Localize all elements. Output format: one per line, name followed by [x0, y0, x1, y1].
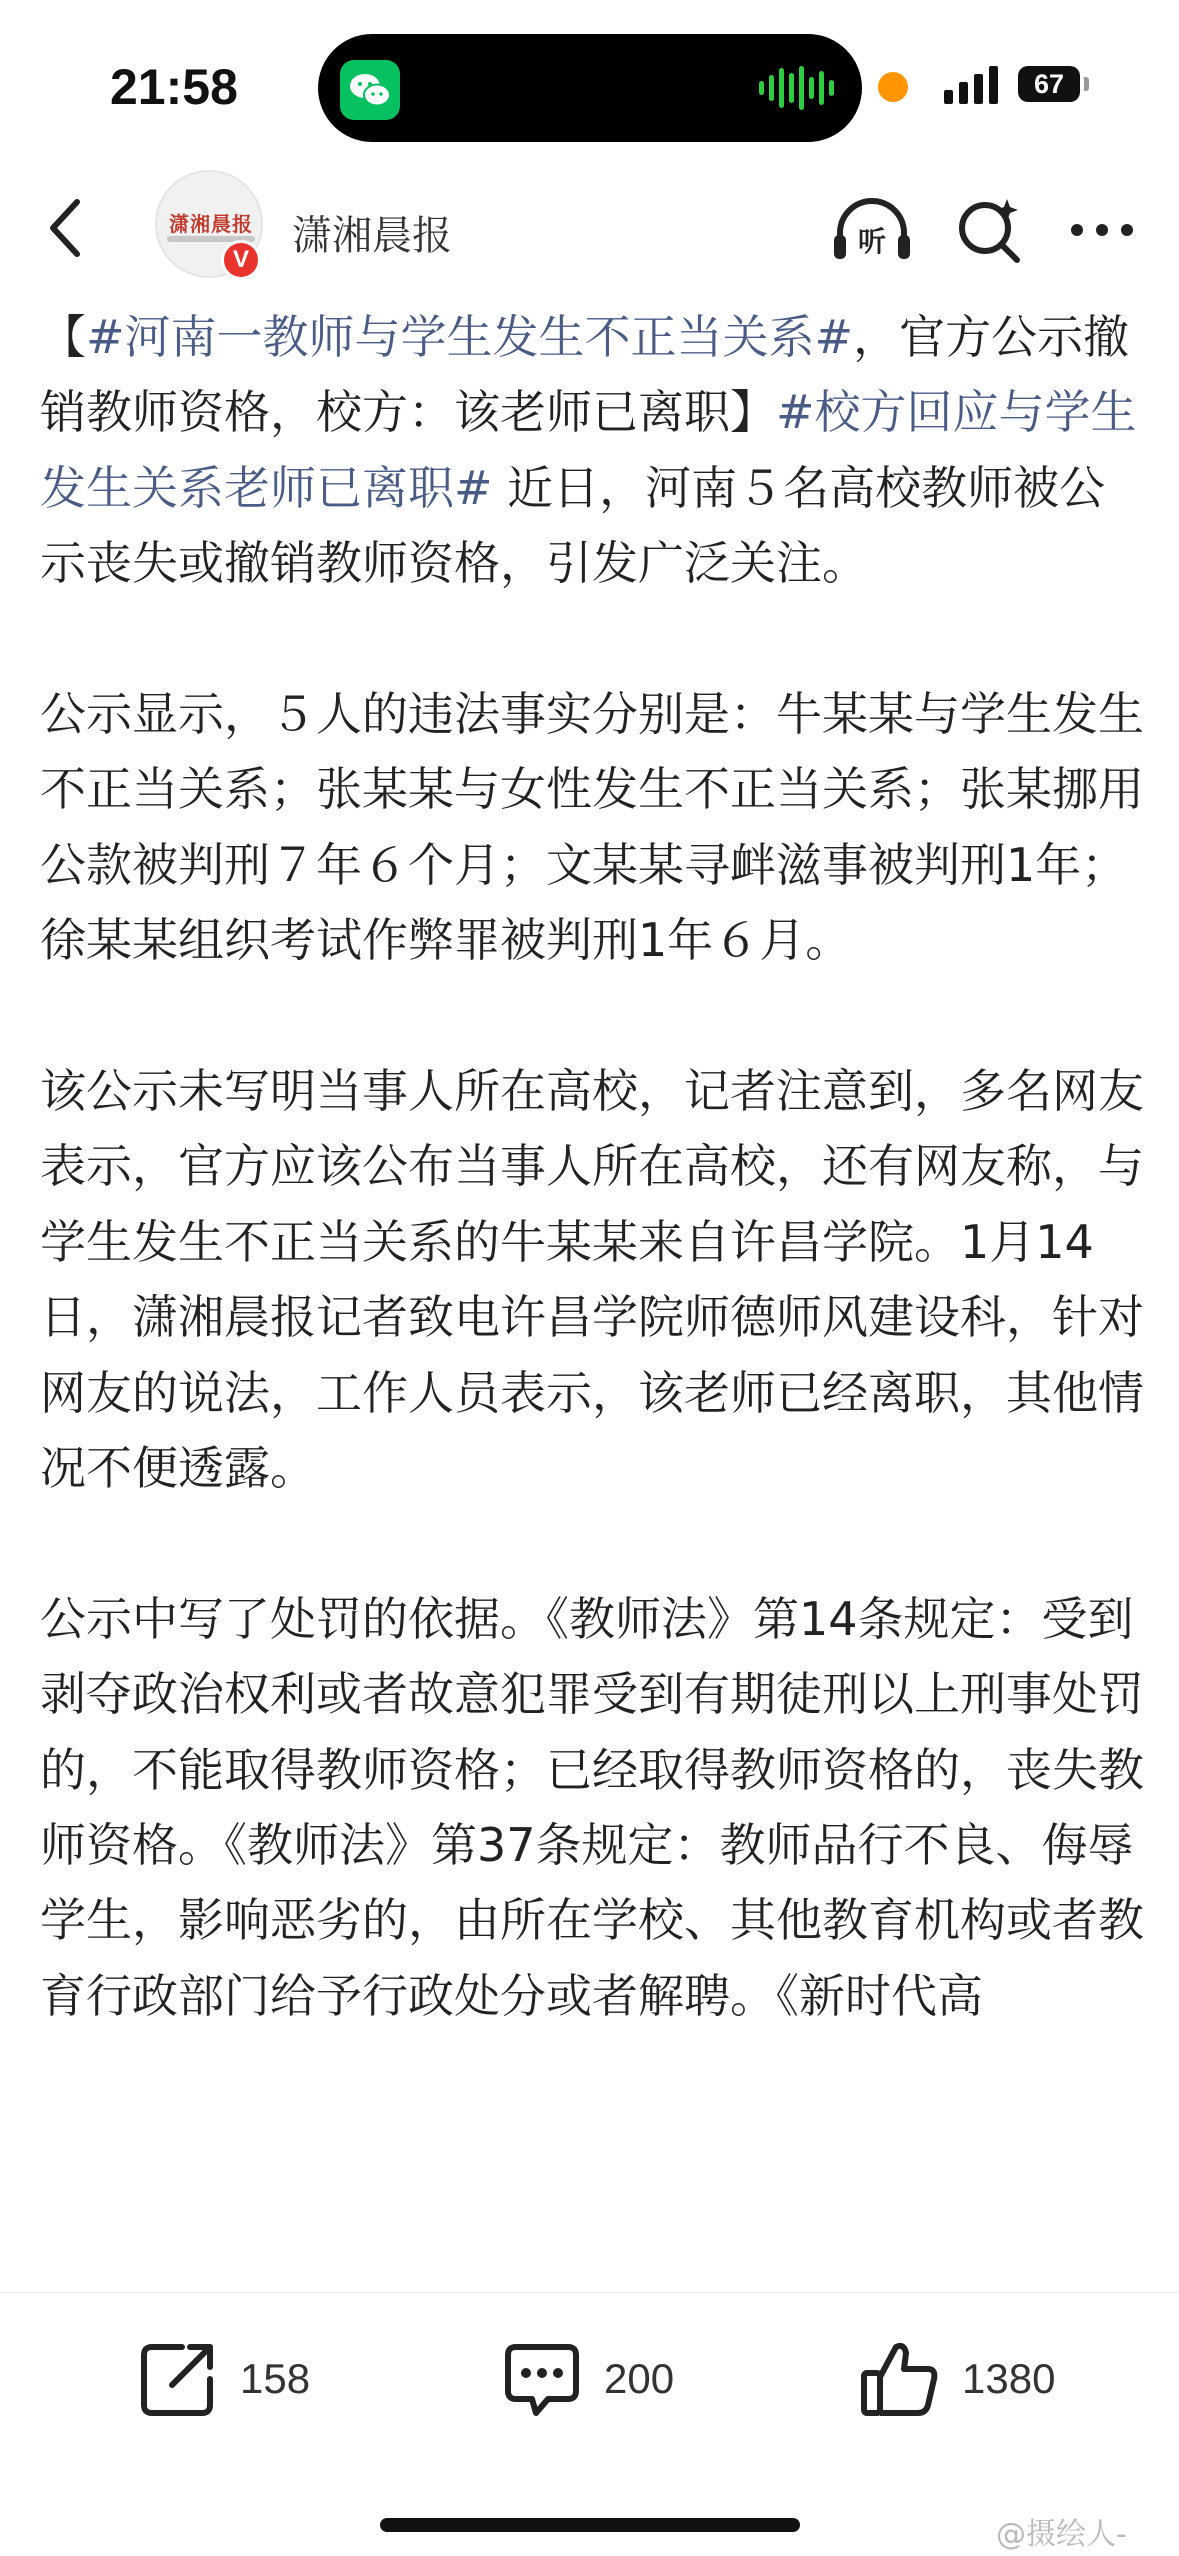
article-paragraph: 公示中写了处罚的依据。《教师法》第14条规定：受到剥夺政治权利或者故意犯罪受到有期徒刑以上刑事处罚的，不能取得教师资格；已经取得教师资格的，丧失教师资格。《教师法》第37条规定：教师品行不良、侮辱学生，影响恶劣的，由所在学校、其他教育机构或者教育行政部门给予行政处分或者解聘。《新时代高 — [40, 1591, 1144, 2023]
search-icon — [955, 195, 1025, 265]
comment-count: 200 — [604, 2355, 675, 2402]
listen-button[interactable] — [832, 192, 912, 268]
article-paragraph: 公示显示，５人的违法事实分别是：牛某某与学生发生不正当关系；张某某与女性发生不正当关系；张某挪用公款被判刑７年６个月；文某某寻衅滋事被判刑1年；徐某某组织考试作弊罪被判刑1年６月。 — [40, 687, 1144, 968]
like-count: 1380 — [962, 2355, 1056, 2402]
svg-text:听: 听 — [857, 225, 887, 258]
article-body — [40, 300, 1150, 2290]
search-button[interactable] — [950, 192, 1030, 268]
home-indicator[interactable] — [380, 2518, 800, 2532]
article-paragraph — [40, 300, 1150, 602]
article-paragraph: 该公示未写明当事人所在高校，记者注意到，多名网友表示，官方应该公布当事人所在高校，还有网友称，与学生发生不正当关系的牛某某来自许昌学院。1月14日，潇湘晨报记者致电许昌学院师德师风建设科，针对网友的说法，工作人员表示，该老师已经离职，其他情况不便透露。 — [40, 1064, 1144, 1496]
back-chevron-icon — [45, 198, 85, 258]
verified-badge-icon: V — [221, 240, 261, 280]
comment-button[interactable] — [502, 2331, 674, 2427]
more-icon — [1067, 220, 1137, 240]
wechat-icon — [340, 60, 400, 120]
account-name[interactable]: 潇湘晨报 — [292, 213, 452, 259]
hashtag-link[interactable]: #校方回应与学生发生关系老师已离职# — [40, 385, 1137, 515]
status-time: 21:58 — [110, 59, 238, 115]
battery-level: 67 — [1033, 68, 1065, 99]
thumbs-up-icon — [860, 2339, 940, 2419]
paragraph-text: 近日，河南５名高校教师被公示丧失或撤销教师资格，引发广泛关注。 — [40, 460, 1106, 591]
nav-bar — [0, 170, 1179, 288]
status-bar — [0, 0, 1179, 170]
watermark-text: @摄绘人- — [996, 2517, 1127, 2552]
share-button[interactable] — [138, 2331, 310, 2427]
hashtag-link[interactable]: #河南一教师与学生发生不正当关系# — [86, 310, 854, 364]
avatar[interactable] — [155, 170, 263, 278]
listen-headphone-icon — [832, 195, 912, 265]
like-button[interactable] — [860, 2331, 1055, 2427]
battery-icon — [1018, 66, 1080, 102]
share-count: 158 — [240, 2355, 311, 2402]
bracket-open: 【 — [40, 310, 86, 364]
voice-activity-icon — [759, 66, 834, 110]
dynamic-island[interactable] — [318, 34, 862, 142]
more-button[interactable] — [1062, 192, 1142, 268]
comment-icon — [502, 2339, 582, 2419]
bottom-action-bar — [0, 2292, 1179, 2556]
battery-cap — [1084, 77, 1089, 91]
share-icon — [138, 2339, 218, 2419]
back-button[interactable] — [30, 190, 100, 266]
paragraph-text: ，官方公示撤销教师资格，校方：该老师已离职】 — [40, 310, 1130, 440]
avatar-logo-text: 潇湘晨报 — [169, 212, 253, 236]
recording-indicator-icon — [878, 72, 908, 102]
cellular-signal-icon — [944, 64, 998, 104]
